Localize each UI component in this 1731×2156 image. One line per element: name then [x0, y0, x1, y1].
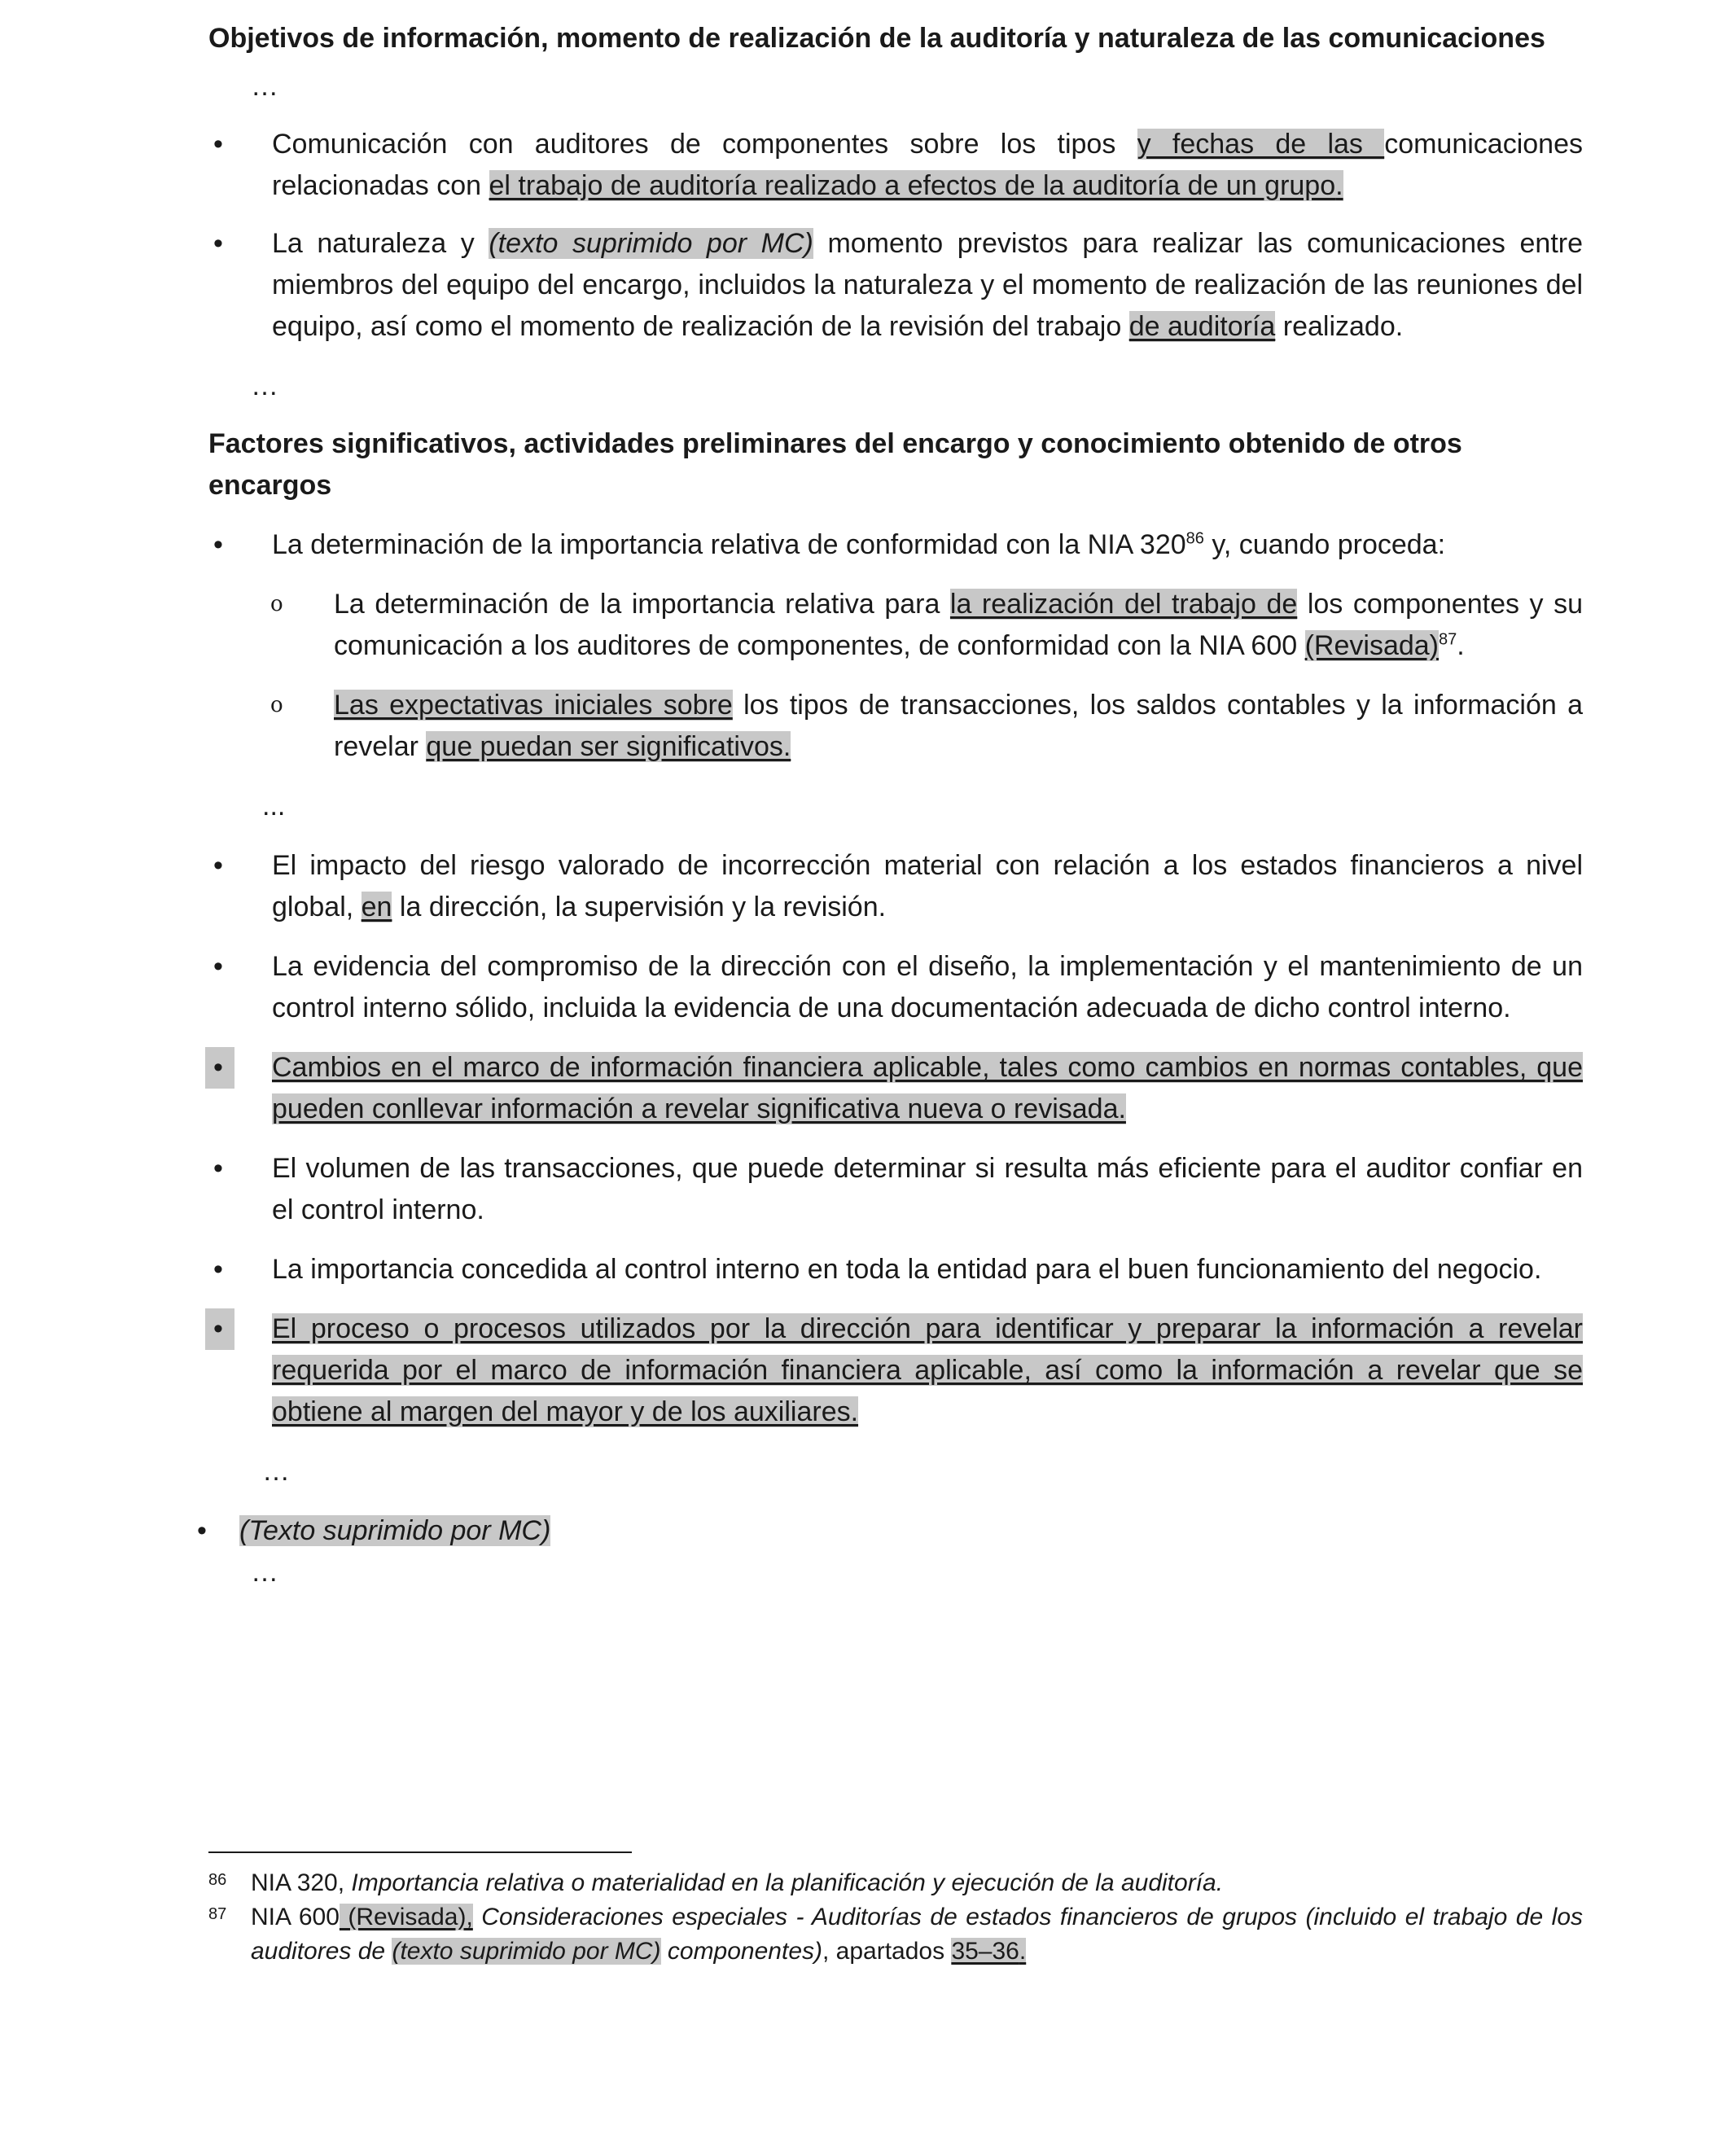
highlighted-text: que puedan ser significativos. — [426, 731, 791, 762]
bullet-icon: • — [213, 129, 223, 160]
bullet-icon: • — [213, 1153, 223, 1184]
bullet-icon: • — [197, 1515, 207, 1546]
highlighted-text: 35–36 — [951, 1938, 1019, 1965]
deleted-text-note: (texto suprimido por MC) — [489, 228, 813, 259]
footnote-separator — [208, 1851, 632, 1853]
highlighted-text: en — [361, 892, 392, 922]
highlighted-text: Cambios en el marco de información financiera aplicable, tales como cambios en normas contables, que pueden conllevar información a revelar significativa nueva o revisada. — [272, 1052, 1583, 1124]
footnotes — [208, 1866, 1583, 1969]
highlighted-text: y fechas de las — [1137, 129, 1385, 160]
bullet-item — [197, 1510, 1583, 1552]
section-heading-factors: Factores significativos, actividades preliminares del encargo y conocimiento obtenido de otros encargos — [208, 428, 1462, 501]
ellipsis: … — [251, 71, 278, 102]
footnote-87: 87 NIA 600 (Revisada), Consideraciones especiales - Auditorías de estados financieros de grupos (incluido el trabajo de los auditores de (texto suprimido por MC) componentes), apartados 35–36. — [208, 1900, 1583, 1969]
bullet-item: • La determinación de la importancia relativa de conformidad con la NIA $320^{86}$ y, cuando proceda: — [208, 524, 1583, 566]
deleted-text-note: (Texto suprimido por MC) — [239, 1515, 551, 1546]
sub-bullet-icon: o — [270, 693, 283, 717]
bullet-item: • La importancia concedida al control interno en toda la entidad para el buen funcionamiento del negocio. — [208, 1249, 1583, 1291]
ellipsis: … — [262, 1456, 290, 1487]
footnote-86: 86 NIA 320, Importancia relativa o materialidad en la planificación y ejecución de la auditoría. — [208, 1866, 1583, 1900]
highlighted-text: Las expectativas iniciales sobre — [334, 690, 733, 721]
footnote-number: 86 — [208, 1871, 227, 1889]
sub-bullet-item: o La determinación de la importancia relativa para la realización del trabajo de los componentes y su comunicación a los auditores de componentes, de conformidad con la NIA 600 (Revisada)$^{87}$. — [208, 584, 1583, 667]
bullet-item: • La evidencia del compromiso de la dirección con el diseño, la implementación y el mantenimiento de un control interno sólido, incluida la evidencia de una documentación adecuada de dicho control interno. — [208, 946, 1583, 1029]
footnote-ref: 86 — [1185, 529, 1204, 548]
bullet-item: • Comunicación con auditores de componentes sobre los tipos y fechas de las comunicaciones relacionadas con el trabajo de auditoría realizado a efectos de la auditoría de un grupo. — [208, 124, 1583, 207]
highlighted-text: (Revisada) — [1304, 630, 1439, 661]
bullet-icon: • — [213, 951, 223, 982]
bullet-item-inserted — [208, 1308, 1583, 1433]
highlighted-text: de auditoría — [1128, 311, 1276, 342]
bullet-icon: • — [205, 1308, 234, 1350]
sub-bullet-icon: o — [270, 592, 283, 616]
footnote-number: 87 — [208, 1905, 227, 1923]
ellipsis: … — [251, 370, 278, 401]
bullet-icon: • — [205, 1047, 234, 1089]
bullet-item: • El volumen de las transacciones, que puede determinar si resulta más eficiente para el auditor confiar en el control interno. — [208, 1148, 1583, 1231]
ellipsis: … — [251, 1557, 278, 1588]
document-page — [197, 18, 1583, 1593]
bullet-item-inserted — [208, 1047, 1583, 1130]
bullet-item: • La naturaleza y (texto suprimido por MC) momento previstos para realizar las comunicaciones entre miembros del equipo del encargo, incluidos la naturaleza y el momento de realización de las reuniones del equipo, así como el momento de realización de la revisión del trabajo de auditoría realizado. — [208, 223, 1583, 348]
section-heading-objectives: Objetivos de información, momento de realización de la auditoría y naturaleza de las comunicaciones — [208, 23, 1545, 54]
bullet-icon: • — [213, 529, 223, 560]
highlighted-text: el trabajo de auditoría realizado a efectos de la auditoría de un grupo — [489, 170, 1336, 201]
ellipsis: ... — [262, 791, 286, 822]
deleted-text-note: (texto suprimido por MC) — [392, 1938, 661, 1965]
bullet-icon: • — [213, 228, 223, 259]
highlighted-text: (Revisada), — [339, 1904, 473, 1930]
highlighted-text: El proceso o procesos utilizados por la dirección para identificar y preparar la información a revelar requerida por el marco de información financiera aplicable, así como la información a revelar que se obtiene al margen del mayor y de los auxiliares. — [272, 1313, 1583, 1427]
highlighted-text: la realización del trabajo de — [949, 589, 1298, 620]
footnote-ref: 87 — [1439, 630, 1457, 649]
sub-bullet-item: o Las expectativas iniciales sobre los tipos de transacciones, los saldos contables y la información a revelar que puedan ser significativos. — [208, 685, 1583, 768]
bullet-icon: • — [213, 850, 223, 881]
bullet-item: • El impacto del riesgo valorado de incorrección material con relación a los estados financieros a nivel global, en la dirección, la supervisión y la revisión. — [208, 845, 1583, 928]
bullet-icon: • — [213, 1254, 223, 1285]
